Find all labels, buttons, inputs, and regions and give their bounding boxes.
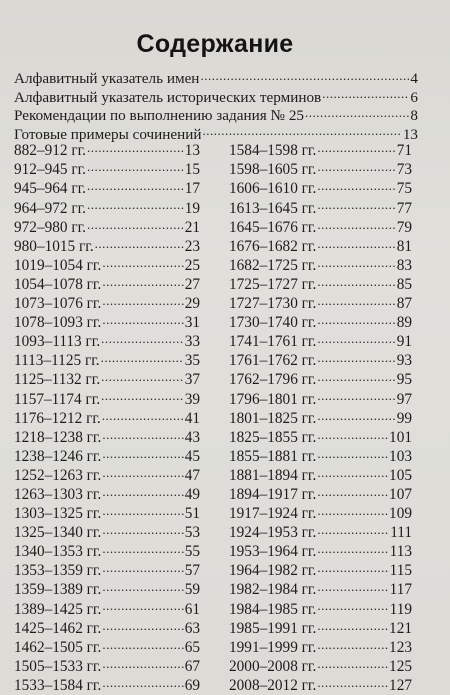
dot-leader	[102, 579, 183, 594]
toc-entry[interactable]	[229, 407, 412, 426]
toc-entry-label: 1676–1682 гг.	[229, 237, 317, 255]
dot-leader	[317, 140, 395, 155]
toc-entry-label: 1855–1881 гг.	[229, 447, 317, 465]
dot-leader	[102, 598, 183, 613]
toc-entry[interactable]	[14, 465, 200, 484]
dot-leader	[317, 617, 388, 632]
toc-entry-label: 1985–1991 гг.	[229, 619, 317, 637]
toc-entry-page: 77	[396, 199, 412, 217]
dot-leader	[95, 235, 184, 250]
toc-entry-page: 93	[396, 352, 412, 370]
toc-entry[interactable]	[229, 293, 412, 312]
toc-entry[interactable]	[14, 87, 418, 106]
toc-entry-label: 1078–1093 гг.	[14, 314, 102, 332]
toc-entry-label: 1894–1917 гг.	[229, 485, 317, 503]
toc-entry-label: 1584–1598 гг.	[229, 142, 317, 160]
toc-entry-label: 1359–1389 гг.	[14, 581, 102, 599]
toc-entry-page: 27	[184, 275, 200, 293]
dot-leader	[87, 140, 184, 155]
dot-leader	[317, 598, 388, 613]
toc-entry[interactable]	[14, 560, 200, 579]
toc-entry-page: 69	[184, 676, 200, 694]
toc-entry[interactable]	[14, 369, 200, 388]
toc-entry-page: 125	[389, 657, 412, 675]
dot-leader	[102, 426, 183, 441]
toc-entry-label: 1881–1894 гг.	[229, 466, 317, 484]
toc-entry-page: 49	[184, 485, 200, 503]
toc-entry-page: 97	[396, 390, 412, 408]
toc-entry-page: 81	[396, 237, 412, 255]
dot-leader	[102, 503, 183, 518]
toc-entry-label: 1252–1263 гг.	[14, 466, 102, 484]
toc-entry[interactable]	[229, 484, 412, 503]
dot-leader	[101, 350, 184, 365]
toc-entry-page: 53	[184, 524, 200, 542]
toc-entry[interactable]	[14, 484, 200, 503]
toc-entry[interactable]	[229, 178, 412, 197]
toc-entry[interactable]	[229, 369, 412, 388]
toc-entry-page: 121	[389, 619, 412, 637]
toc-entry-page: 123	[389, 638, 412, 656]
toc-entry-page: 109	[389, 505, 412, 523]
toc-entry-label: 1325–1340 гг.	[14, 524, 102, 542]
toc-entry-page: 105	[389, 466, 412, 484]
toc-entry-label: 964–972 гг.	[14, 199, 87, 217]
toc-entry-page: 91	[396, 333, 412, 351]
toc-entry[interactable]	[14, 388, 200, 407]
dot-leader	[102, 293, 183, 308]
toc-entry-label: 1054–1078 гг.	[14, 275, 102, 293]
dot-leader	[102, 274, 183, 289]
toc-entry-page: 115	[389, 562, 412, 580]
toc-entry[interactable]	[14, 656, 200, 675]
toc-entry[interactable]	[229, 675, 412, 694]
dot-leader	[87, 216, 184, 231]
toc-entry-page: 111	[390, 524, 412, 542]
toc-entry-label: 1606–1610 гг.	[229, 180, 317, 198]
dot-leader	[317, 560, 388, 575]
dot-leader	[317, 522, 389, 537]
dot-leader	[102, 541, 183, 556]
toc-entry-label: 1725–1727 гг.	[229, 275, 317, 293]
toc-entry-label: 980–1015 гг.	[14, 237, 94, 255]
dot-leader	[317, 388, 395, 403]
toc-entry-page: 107	[389, 485, 412, 503]
toc-entry[interactable]	[229, 140, 412, 159]
toc-entry-label: 1761–1762 гг.	[229, 352, 317, 370]
toc-entry-label: 1730–1740 гг.	[229, 314, 317, 332]
toc-entry-page: 35	[184, 352, 200, 370]
dot-leader	[317, 426, 388, 441]
dot-leader	[102, 522, 183, 537]
dot-leader	[317, 446, 388, 461]
toc-entry-label: 1462–1505 гг.	[14, 638, 102, 656]
toc-entry-page: 119	[389, 600, 412, 618]
toc-entry-page: 23	[184, 237, 200, 255]
toc-entry[interactable]	[14, 617, 200, 636]
dot-leader	[87, 197, 184, 212]
toc-entry-label: 1991–1999 гг.	[229, 638, 317, 656]
dot-leader	[317, 484, 388, 499]
dot-leader	[87, 178, 184, 193]
toc-entry[interactable]	[229, 617, 412, 636]
dot-leader	[87, 159, 184, 174]
toc-entry[interactable]	[229, 159, 412, 178]
toc-entry-label: 1425–1462 гг.	[14, 619, 102, 637]
toc-entry-label: 882–912 гг.	[14, 142, 87, 160]
toc-entry-page: 6	[410, 88, 418, 106]
toc-entry-label: 1019–1054 гг.	[14, 256, 102, 274]
dot-leader	[102, 675, 183, 690]
toc-entry-label: 1303–1325 гг.	[14, 505, 102, 523]
toc-entry-page: 25	[184, 256, 200, 274]
toc-entry[interactable]	[14, 407, 200, 426]
dot-leader	[317, 235, 395, 250]
dot-leader	[102, 446, 183, 461]
toc-entry-label: 1682–1725 гг.	[229, 256, 317, 274]
toc-entry-page: 13	[184, 142, 200, 160]
toc-entry-page: 83	[396, 256, 412, 274]
toc-right-column	[229, 140, 412, 694]
toc-entry[interactable]	[229, 426, 412, 445]
toc-entry[interactable]	[14, 426, 200, 445]
dot-leader	[317, 216, 395, 231]
toc-entry-label: 972–980 гг.	[14, 218, 87, 236]
toc-entry-label: 1982–1984 гг.	[229, 581, 317, 599]
toc-entry-page: 17	[184, 180, 200, 198]
toc-entry[interactable]	[14, 312, 200, 331]
toc-entry-label: Алфавитный указатель имен	[14, 70, 200, 88]
toc-entry-label: 1353–1359 гг.	[14, 562, 102, 580]
toc-entry-page: 31	[184, 314, 200, 332]
toc-entry-label: 2008–2012 гг.	[229, 676, 317, 694]
toc-entry-page: 41	[184, 409, 200, 427]
toc-entry[interactable]	[14, 105, 418, 124]
toc-entry-label: 1176–1212 гг.	[14, 409, 101, 427]
toc-entry-page: 57	[184, 562, 200, 580]
toc-entry[interactable]	[14, 675, 200, 694]
toc-entry[interactable]	[229, 255, 412, 274]
dot-leader	[317, 503, 388, 518]
toc-entry-page: 127	[389, 676, 412, 694]
toc-entry[interactable]	[14, 235, 200, 254]
toc-entry[interactable]	[14, 598, 200, 617]
toc-entry-page: 21	[184, 218, 200, 236]
dot-leader	[317, 178, 395, 193]
toc-entry[interactable]	[14, 159, 200, 178]
toc-entry-page: 117	[389, 581, 412, 599]
dot-leader	[317, 636, 388, 651]
toc-entry[interactable]	[229, 522, 412, 541]
toc-entry-label: 1505–1533 гг.	[14, 657, 102, 675]
toc-entry[interactable]	[14, 522, 200, 541]
toc-entry[interactable]	[14, 197, 200, 216]
toc-entry[interactable]	[229, 656, 412, 675]
toc-entry-page: 79	[396, 218, 412, 236]
toc-entry-label: 1825–1855 гг.	[229, 428, 317, 446]
toc-entry-label: 1613–1645 гг.	[229, 199, 317, 217]
dot-leader	[322, 87, 409, 102]
dot-leader	[102, 560, 183, 575]
toc-entry-label: 1389–1425 гг.	[14, 600, 102, 618]
toc-entry[interactable]	[14, 541, 200, 560]
toc-entry-label: 1984–1985 гг.	[229, 600, 317, 618]
toc-entry-page: 45	[184, 447, 200, 465]
toc-entry-page: 89	[396, 314, 412, 332]
toc-entry[interactable]	[229, 216, 412, 235]
toc-entry-page: 4	[410, 70, 418, 88]
toc-entry-label: 1727–1730 гг.	[229, 295, 317, 313]
toc-entry-page: 37	[184, 371, 200, 389]
top-entries	[14, 68, 418, 142]
toc-entry[interactable]	[14, 255, 200, 274]
dot-leader	[317, 675, 388, 690]
dot-leader	[317, 465, 388, 480]
toc-entry-page: 75	[396, 180, 412, 198]
toc-entry[interactable]	[229, 197, 412, 216]
toc-entry-page: 59	[184, 581, 200, 599]
toc-entry-page: 43	[184, 428, 200, 446]
toc-entry-page: 73	[396, 161, 412, 179]
dot-leader	[102, 484, 183, 499]
toc-entry-label: 1762–1796 гг.	[229, 371, 317, 389]
dot-leader	[317, 255, 395, 270]
toc-entry[interactable]	[229, 598, 412, 617]
dot-leader	[317, 274, 395, 289]
toc-entry[interactable]	[229, 350, 412, 369]
toc-entry[interactable]	[229, 636, 412, 655]
dot-leader	[101, 369, 184, 384]
dot-leader	[317, 407, 395, 422]
toc-entry[interactable]	[14, 350, 200, 369]
dot-leader	[102, 656, 183, 671]
toc-entry-page: 61	[184, 600, 200, 618]
dot-leader	[317, 541, 388, 556]
toc-left-column	[14, 140, 200, 694]
dot-leader	[317, 312, 395, 327]
toc-entry[interactable]	[14, 331, 200, 350]
toc-entry-label: 1801–1825 гг.	[229, 409, 317, 427]
dot-leader	[305, 105, 409, 120]
dot-leader	[317, 656, 388, 671]
toc-entry-page: 113	[389, 543, 412, 561]
toc-entry-page: 103	[389, 447, 412, 465]
toc-entry[interactable]	[229, 312, 412, 331]
toc-entry-page: 55	[184, 543, 200, 561]
toc-entry-label: Рекомендации по выполнению задания № 25	[14, 107, 305, 125]
toc-entry-label: 2000–2008 гг.	[229, 657, 317, 675]
toc-entry-page: 99	[396, 409, 412, 427]
toc-entry-page: 29	[184, 295, 200, 313]
toc-entry-label: 1924–1953 гг.	[229, 524, 317, 542]
toc-entry-label: 1917–1924 гг.	[229, 505, 317, 523]
toc-entry[interactable]	[229, 465, 412, 484]
toc-entry[interactable]	[14, 636, 200, 655]
toc-entry[interactable]	[14, 579, 200, 598]
toc-entry[interactable]	[14, 140, 200, 159]
toc-entry-page: 85	[396, 275, 412, 293]
toc-entry-label: 1741–1761 гг.	[229, 333, 317, 351]
toc-entry-page: 13	[402, 125, 418, 143]
dot-leader	[102, 465, 183, 480]
toc-entry-page: 8	[410, 107, 418, 125]
toc-entry-label: 1113–1125 гг.	[14, 352, 100, 370]
toc-entry[interactable]	[229, 579, 412, 598]
toc-entry-label: 1533–1584 гг.	[14, 676, 102, 694]
toc-entry[interactable]	[229, 331, 412, 350]
toc-entry-label: 1953–1964 гг.	[229, 543, 317, 561]
toc-entry[interactable]	[229, 446, 412, 465]
toc-entry[interactable]	[14, 293, 200, 312]
toc-entry-label: 1964–1982 гг.	[229, 562, 317, 580]
dot-leader	[317, 579, 388, 594]
toc-entry-label: 1073–1076 гг.	[14, 295, 102, 313]
page-title: Содержание	[136, 30, 294, 58]
toc-entry-label: 1340–1353 гг.	[14, 543, 102, 561]
dot-leader	[317, 369, 395, 384]
dot-leader	[317, 159, 395, 174]
toc-entry-label: 912–945 гг.	[14, 161, 87, 179]
toc-entry[interactable]	[14, 274, 200, 293]
dot-leader	[101, 388, 184, 403]
toc-entry-label: 1093–1113 гг.	[14, 333, 101, 351]
toc-entry-label: Готовые примеры сочинений	[14, 125, 202, 143]
dot-leader	[102, 312, 183, 327]
toc-entry-page: 19	[184, 199, 200, 217]
toc-entry[interactable]	[14, 503, 200, 522]
toc-entry-label: 1157–1174 гг.	[14, 390, 101, 408]
toc-entry[interactable]	[229, 560, 412, 579]
dot-leader	[102, 617, 183, 632]
dot-leader	[317, 350, 395, 365]
toc-entry-page: 87	[396, 295, 412, 313]
toc-entry[interactable]	[229, 274, 412, 293]
toc-entry-label: 1598–1605 гг.	[229, 161, 317, 179]
toc-entry-page: 65	[184, 638, 200, 656]
toc-entry-label: 1218–1238 гг.	[14, 428, 102, 446]
toc-entry[interactable]	[229, 503, 412, 522]
toc-entry-page: 15	[184, 161, 200, 179]
dot-leader	[102, 636, 183, 651]
toc-entry-label: Алфавитный указатель исторических терминов	[14, 88, 322, 106]
toc-entry-label: 1645–1676 гг.	[229, 218, 317, 236]
toc-entry-label: 1263–1303 гг.	[14, 485, 102, 503]
toc-entry-page: 51	[184, 505, 200, 523]
toc-entry-label: 1125–1132 гг.	[14, 371, 101, 389]
toc-entry-label: 1238–1246 гг.	[14, 447, 102, 465]
dot-leader	[203, 124, 402, 139]
toc-entry[interactable]	[14, 68, 418, 87]
dot-leader	[317, 293, 395, 308]
toc-entry-page: 39	[184, 390, 200, 408]
dot-leader	[102, 255, 183, 270]
dot-leader	[317, 197, 395, 212]
toc-entry-page: 95	[396, 371, 412, 389]
toc-entry-page: 67	[184, 657, 200, 675]
dot-leader	[317, 331, 395, 346]
toc-entry[interactable]	[229, 388, 412, 407]
toc-entry-page: 33	[184, 333, 200, 351]
toc-entry[interactable]	[14, 178, 200, 197]
toc-entry-page: 47	[184, 466, 200, 484]
toc-entry[interactable]	[14, 446, 200, 465]
toc-entry[interactable]	[229, 541, 412, 560]
toc-entry-page: 71	[396, 142, 412, 160]
dot-leader	[101, 331, 184, 346]
toc-entry-page: 63	[184, 619, 200, 637]
toc-entry-page: 101	[389, 428, 412, 446]
toc-entry[interactable]	[14, 216, 200, 235]
dot-leader	[200, 68, 409, 83]
toc-entry[interactable]	[229, 235, 412, 254]
toc-entry-label: 1796–1801 гг.	[229, 390, 317, 408]
toc-entry-label: 945–964 гг.	[14, 180, 87, 198]
dot-leader	[102, 407, 184, 422]
